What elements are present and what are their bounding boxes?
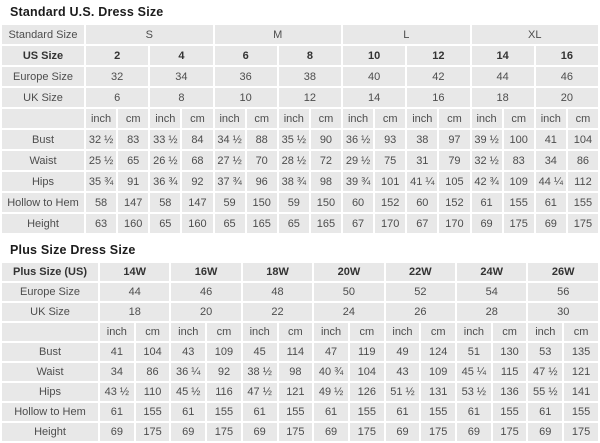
cell: 14 (472, 46, 534, 65)
cell: 8 (279, 46, 341, 65)
row-label: US Size (2, 46, 84, 65)
cell: 12 (407, 46, 469, 65)
cell: 60 (343, 193, 373, 212)
cell: inch (279, 109, 309, 128)
cell: 53 (528, 343, 562, 361)
cell: 69 (100, 423, 134, 441)
cell: 70 (247, 151, 277, 170)
cell: 69 (171, 423, 205, 441)
cell: inch (528, 323, 562, 341)
cell: 52 (386, 283, 455, 301)
row-label: Waist (2, 151, 84, 170)
cell: 150 (247, 193, 277, 212)
cell: 147 (182, 193, 212, 212)
cell: 22W (386, 263, 455, 281)
cell: 141 (564, 383, 598, 401)
row-label (2, 109, 84, 128)
table-row (2, 363, 598, 381)
cell: 16 (536, 46, 598, 65)
cell: 38 ¾ (279, 172, 309, 191)
cell: inch (100, 323, 134, 341)
cell: 101 (375, 172, 405, 191)
cell: XL (472, 25, 599, 44)
table-row (2, 67, 598, 86)
row-label: Bust (2, 343, 98, 361)
row-label: Standard Size (2, 25, 84, 44)
table-row (2, 109, 598, 128)
cell: 56 (528, 283, 598, 301)
cell: 18 (472, 88, 534, 107)
cell: 160 (118, 214, 148, 233)
cell: cm (568, 109, 598, 128)
cell: 104 (568, 130, 598, 149)
cell: inch (457, 323, 491, 341)
cell: 16 (407, 88, 469, 107)
cell: 150 (311, 193, 341, 212)
cell: 175 (421, 423, 455, 441)
cell: 69 (386, 423, 420, 441)
cell: inch (215, 109, 245, 128)
row-label: Hips (2, 383, 98, 401)
cell: 61 (536, 193, 566, 212)
cell: 69 (472, 214, 502, 233)
cell: 12 (279, 88, 341, 107)
cell: 69 (314, 423, 348, 441)
cell: 69 (243, 423, 277, 441)
cell: M (215, 25, 342, 44)
cell: 98 (311, 172, 341, 191)
cell: 135 (564, 343, 598, 361)
cell: 36 ½ (343, 130, 373, 149)
cell: 55 ½ (528, 383, 562, 401)
cell: 44 (100, 283, 169, 301)
cell: 88 (247, 130, 277, 149)
cell: 67 (407, 214, 437, 233)
table-row (2, 263, 598, 281)
cell: 61 (243, 403, 277, 421)
cell: 65 (118, 151, 148, 170)
cell: 45 (243, 343, 277, 361)
cell: inch (171, 323, 205, 341)
standard-size-table (0, 23, 600, 235)
cell: 20 (536, 88, 598, 107)
cell: 170 (439, 214, 469, 233)
cell: 42 (407, 67, 469, 86)
cell: 6 (215, 46, 277, 65)
cell: 49 ½ (314, 383, 348, 401)
cell: 63 (86, 214, 116, 233)
row-label: Europe Size (2, 283, 98, 301)
table-row (2, 403, 598, 421)
cell: 46 (536, 67, 598, 86)
cell: 59 (215, 193, 245, 212)
cell: 116 (207, 383, 241, 401)
cell: 61 (314, 403, 348, 421)
cell: 147 (118, 193, 148, 212)
cell: 48 (243, 283, 312, 301)
cell: 65 (215, 214, 245, 233)
cell: 92 (182, 172, 212, 191)
cell: 51 ½ (386, 383, 420, 401)
cell: 24W (457, 263, 526, 281)
table-row (2, 130, 598, 149)
cell: 104 (136, 343, 170, 361)
cell: 4 (150, 46, 212, 65)
cell: inch (536, 109, 566, 128)
cell: 47 ½ (528, 363, 562, 381)
cell: 28 ½ (279, 151, 309, 170)
cell: 175 (350, 423, 384, 441)
cell: 61 (100, 403, 134, 421)
size-chart-page (0, 5, 600, 443)
cell: cm (564, 323, 598, 341)
cell: 37 ¾ (215, 172, 245, 191)
cell: 175 (568, 214, 598, 233)
cell: 10 (215, 88, 277, 107)
cell: 175 (493, 423, 527, 441)
cell: 61 (171, 403, 205, 421)
cell: 32 ½ (86, 130, 116, 149)
table-row (2, 423, 598, 441)
cell: 36 (215, 67, 277, 86)
cell: 39 ½ (472, 130, 502, 149)
cell: 114 (279, 343, 313, 361)
cell: inch (314, 323, 348, 341)
cell: 45 ½ (171, 383, 205, 401)
cell: 131 (421, 383, 455, 401)
cell: 170 (375, 214, 405, 233)
table-row (2, 303, 598, 321)
cell: 100 (504, 130, 534, 149)
cell: 175 (279, 423, 313, 441)
cell: cm (247, 109, 277, 128)
cell: 41 (536, 130, 566, 149)
cell: 155 (207, 403, 241, 421)
cell: 110 (136, 383, 170, 401)
cell: 42 ¾ (472, 172, 502, 191)
cell: 22 (243, 303, 312, 321)
cell: 121 (279, 383, 313, 401)
cell: 155 (279, 403, 313, 421)
cell: 93 (375, 130, 405, 149)
cell: cm (311, 109, 341, 128)
cell: 43 ½ (100, 383, 134, 401)
cell: 155 (136, 403, 170, 421)
cell: 26 (386, 303, 455, 321)
cell: 109 (207, 343, 241, 361)
cell: 86 (568, 151, 598, 170)
cell: 28 (457, 303, 526, 321)
cell: 155 (504, 193, 534, 212)
cell: 49 (386, 343, 420, 361)
cell: 18W (243, 263, 312, 281)
cell: 61 (528, 403, 562, 421)
cell: 175 (504, 214, 534, 233)
table-row (2, 214, 598, 233)
table-row (2, 193, 598, 212)
table-row (2, 383, 598, 401)
cell: 34 (150, 67, 212, 86)
cell: 35 ¾ (86, 172, 116, 191)
cell: 53 ½ (457, 383, 491, 401)
cell: 58 (86, 193, 116, 212)
cell: inch (343, 109, 373, 128)
cell: 44 (472, 67, 534, 86)
cell: 61 (457, 403, 491, 421)
cell: 45 ¼ (457, 363, 491, 381)
row-label: Waist (2, 363, 98, 381)
cell: cm (136, 323, 170, 341)
cell: inch (407, 109, 437, 128)
cell: 61 (472, 193, 502, 212)
cell: 38 (407, 130, 437, 149)
cell: 68 (182, 151, 212, 170)
cell: 121 (564, 363, 598, 381)
cell: 104 (350, 363, 384, 381)
cell: 36 ¾ (150, 172, 180, 191)
cell: 152 (375, 193, 405, 212)
cell: 47 ½ (243, 383, 277, 401)
cell: 34 (100, 363, 134, 381)
cell: 65 (150, 214, 180, 233)
cell: 38 ½ (243, 363, 277, 381)
cell: 30 (528, 303, 598, 321)
cell: 54 (457, 283, 526, 301)
cell: 35 ½ (279, 130, 309, 149)
row-label: Hollow to Hem (2, 193, 84, 212)
cell: 155 (421, 403, 455, 421)
row-label: Europe Size (2, 67, 84, 86)
cell: 16W (171, 263, 240, 281)
cell: 59 (279, 193, 309, 212)
cell: 60 (407, 193, 437, 212)
cell: cm (182, 109, 212, 128)
cell: 14W (100, 263, 169, 281)
cell: 65 (279, 214, 309, 233)
cell: cm (493, 323, 527, 341)
row-label: UK Size (2, 303, 98, 321)
cell: 41 ¼ (407, 172, 437, 191)
cell: 165 (311, 214, 341, 233)
cell: 2 (86, 46, 148, 65)
cell: 155 (564, 403, 598, 421)
cell: 34 ½ (215, 130, 245, 149)
cell: 32 ½ (472, 151, 502, 170)
cell: 83 (504, 151, 534, 170)
cell: cm (375, 109, 405, 128)
cell: 10 (343, 46, 405, 65)
cell: 160 (182, 214, 212, 233)
table-row (2, 283, 598, 301)
cell: 67 (343, 214, 373, 233)
cell: 51 (457, 343, 491, 361)
cell: 6 (86, 88, 148, 107)
cell: 33 ½ (150, 130, 180, 149)
row-label: Height (2, 214, 84, 233)
cell: 109 (421, 363, 455, 381)
cell: 27 ½ (215, 151, 245, 170)
cell: inch (243, 323, 277, 341)
cell: 39 ¾ (343, 172, 373, 191)
table-row (2, 151, 598, 170)
cell: 112 (568, 172, 598, 191)
plus-size-table (0, 261, 600, 443)
cell: 136 (493, 383, 527, 401)
cell: 69 (528, 423, 562, 441)
cell: 26W (528, 263, 598, 281)
cell: 8 (150, 88, 212, 107)
cell: 69 (457, 423, 491, 441)
table-row (2, 343, 598, 361)
cell: 20 (171, 303, 240, 321)
row-label: Height (2, 423, 98, 441)
cell: inch (472, 109, 502, 128)
cell: cm (504, 109, 534, 128)
cell: 50 (314, 283, 383, 301)
cell: 14 (343, 88, 405, 107)
plus-size-table-title: Plus Size Dress Size (10, 243, 136, 257)
cell: 38 (279, 67, 341, 86)
cell: 98 (279, 363, 313, 381)
cell: 124 (421, 343, 455, 361)
cell: 115 (493, 363, 527, 381)
row-label: UK Size (2, 88, 84, 107)
cell: 79 (439, 151, 469, 170)
cell: 105 (439, 172, 469, 191)
cell: 72 (311, 151, 341, 170)
cell: 126 (350, 383, 384, 401)
cell: 47 (314, 343, 348, 361)
cell: 97 (439, 130, 469, 149)
cell: 91 (118, 172, 148, 191)
cell: 31 (407, 151, 437, 170)
cell: inch (86, 109, 116, 128)
cell: 90 (311, 130, 341, 149)
row-label: Bust (2, 130, 84, 149)
cell: 43 (386, 363, 420, 381)
cell: cm (279, 323, 313, 341)
cell: 25 ½ (86, 151, 116, 170)
cell: 165 (247, 214, 277, 233)
cell: inch (386, 323, 420, 341)
cell: 175 (207, 423, 241, 441)
cell: 44 ¼ (536, 172, 566, 191)
cell: 20W (314, 263, 383, 281)
row-label: Plus Size (US) (2, 263, 98, 281)
cell: 18 (100, 303, 169, 321)
row-label (2, 323, 98, 341)
cell: 152 (439, 193, 469, 212)
table-row (2, 46, 598, 65)
table-row (2, 88, 598, 107)
row-label: Hips (2, 172, 84, 191)
cell: cm (118, 109, 148, 128)
cell: 86 (136, 363, 170, 381)
cell: S (86, 25, 213, 44)
cell: cm (421, 323, 455, 341)
cell: 43 (171, 343, 205, 361)
cell: 61 (386, 403, 420, 421)
cell: 58 (150, 193, 180, 212)
cell: 109 (504, 172, 534, 191)
cell: 92 (207, 363, 241, 381)
cell: cm (350, 323, 384, 341)
cell: 40 ¾ (314, 363, 348, 381)
cell: 96 (247, 172, 277, 191)
cell: 29 ½ (343, 151, 373, 170)
cell: 84 (182, 130, 212, 149)
table-row (2, 172, 598, 191)
table-row (2, 25, 598, 44)
cell: 26 ½ (150, 151, 180, 170)
cell: L (343, 25, 470, 44)
cell: 155 (350, 403, 384, 421)
row-label: Hollow to Hem (2, 403, 98, 421)
cell: cm (439, 109, 469, 128)
cell: 175 (564, 423, 598, 441)
cell: 75 (375, 151, 405, 170)
cell: 41 (100, 343, 134, 361)
cell: 83 (118, 130, 148, 149)
cell: cm (207, 323, 241, 341)
cell: inch (150, 109, 180, 128)
cell: 32 (86, 67, 148, 86)
cell: 46 (171, 283, 240, 301)
cell: 69 (536, 214, 566, 233)
standard-size-table-title: Standard U.S. Dress Size (10, 5, 164, 19)
cell: 155 (568, 193, 598, 212)
cell: 34 (536, 151, 566, 170)
cell: 130 (493, 343, 527, 361)
cell: 175 (136, 423, 170, 441)
cell: 24 (314, 303, 383, 321)
table-row (2, 323, 598, 341)
cell: 36 ¼ (171, 363, 205, 381)
cell: 40 (343, 67, 405, 86)
cell: 119 (350, 343, 384, 361)
cell: 155 (493, 403, 527, 421)
